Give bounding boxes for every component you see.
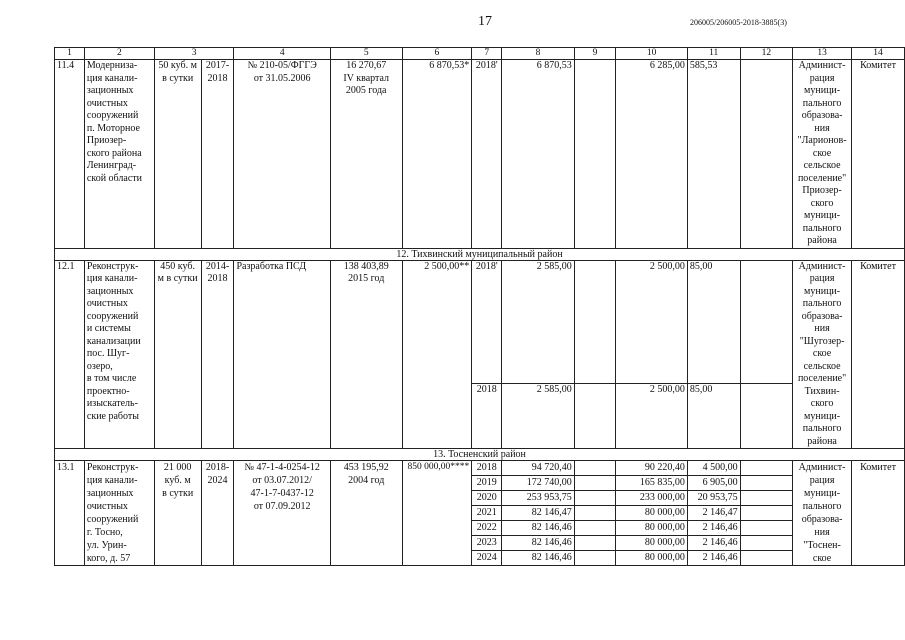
object-name: Реконструк- ция канали- зационных очистных сооружений и системы канализации пос. Шуг- озеро, в том числе проектно- изыскатель- ские работы bbox=[84, 260, 154, 449]
col-header-9: 9 bbox=[574, 48, 616, 60]
column-10-value: 233 000,00 bbox=[616, 491, 688, 506]
column-9-value bbox=[574, 536, 616, 551]
col-header-6: 6 bbox=[402, 48, 472, 60]
col-header-13: 13 bbox=[793, 48, 852, 60]
col-header-3: 3 bbox=[154, 48, 234, 60]
customer: Админист- рация муници- пального образова- ния "Ларионов- ское сельское поселение" Приозер- ского муници- пального района bbox=[793, 60, 852, 249]
column-11-value: 4 500,00 bbox=[687, 461, 740, 476]
column-9-value bbox=[574, 60, 616, 249]
col-header-11: 11 bbox=[687, 48, 740, 60]
year: 2022 bbox=[472, 521, 502, 536]
total-amount: 82 146,46 bbox=[502, 536, 575, 551]
column-9-value bbox=[574, 491, 616, 506]
total-amount: 253 953,75 bbox=[502, 491, 575, 506]
object-name: Модерниза- ция канали- зационных очистных сооружений п. Моторное Приозер- ского района Ленинград- ской области bbox=[84, 60, 154, 249]
table-row-13-1 bbox=[55, 461, 905, 476]
total-amount: 6 870,53 bbox=[502, 60, 575, 249]
column-12-value bbox=[740, 260, 793, 383]
year: 2018' bbox=[472, 260, 502, 383]
column-9-value bbox=[574, 461, 616, 476]
column-11-value: 2 146,46 bbox=[687, 521, 740, 536]
total-amount: 2 585,00 bbox=[502, 260, 575, 383]
executor: Комитет bbox=[852, 60, 905, 249]
document-code: 206005/206005-2018-3885(3) bbox=[690, 18, 787, 27]
column-10-value: 80 000,00 bbox=[616, 521, 688, 536]
column-11-value: 2 146,46 bbox=[687, 551, 740, 566]
funding-limit: 850 000,00**** bbox=[402, 461, 472, 566]
year: 2018 bbox=[472, 461, 502, 476]
period: 2017- 2018 bbox=[201, 60, 234, 249]
year: 2019 bbox=[472, 476, 502, 491]
period: 2018- 2024 bbox=[201, 461, 234, 566]
column-10-value: 90 220,40 bbox=[616, 461, 688, 476]
year: 2024 bbox=[472, 551, 502, 566]
column-11-value: 20 953,75 bbox=[687, 491, 740, 506]
col-header-2: 2 bbox=[84, 48, 154, 60]
column-10-value: 2 500,00 bbox=[616, 383, 688, 448]
table-row-11-4 bbox=[55, 60, 905, 249]
row-number: 12.1 bbox=[55, 260, 85, 449]
column-number-row bbox=[55, 48, 905, 60]
column-10-value: 2 500,00 bbox=[616, 260, 688, 383]
year: 2018 bbox=[472, 383, 502, 448]
col-header-14: 14 bbox=[852, 48, 905, 60]
expertise-doc: Разработка ПСД bbox=[234, 260, 330, 449]
col-header-8: 8 bbox=[502, 48, 575, 60]
section-heading-row bbox=[55, 449, 905, 461]
executor: Комитет bbox=[852, 260, 905, 449]
expertise-doc: № 210-05/ФГГЭ от 31.05.2006 bbox=[234, 60, 330, 249]
section-heading-13: 13. Тосненский район bbox=[55, 449, 905, 461]
column-10-value: 80 000,00 bbox=[616, 551, 688, 566]
column-11-value: 85,00 bbox=[687, 260, 740, 383]
total-amount: 82 146,46 bbox=[502, 521, 575, 536]
period: 2014- 2018 bbox=[201, 260, 234, 449]
col-header-5: 5 bbox=[330, 48, 402, 60]
column-9-value bbox=[574, 521, 616, 536]
column-12-value bbox=[740, 476, 793, 491]
program-table bbox=[54, 47, 905, 566]
section-heading-12: 12. Тихвинский муниципальный район bbox=[55, 248, 905, 260]
year: 2023 bbox=[472, 536, 502, 551]
funding-limit: 2 500,00** bbox=[402, 260, 472, 449]
total-amount: 172 740,00 bbox=[502, 476, 575, 491]
column-10-value: 80 000,00 bbox=[616, 506, 688, 521]
column-11-value: 85,00 bbox=[687, 383, 740, 448]
column-9-value bbox=[574, 551, 616, 566]
column-12-value bbox=[740, 551, 793, 566]
executor: Комитет bbox=[852, 461, 905, 566]
year: 2018' bbox=[472, 60, 502, 249]
year: 2020 bbox=[472, 491, 502, 506]
column-12-value bbox=[740, 521, 793, 536]
year: 2021 bbox=[472, 506, 502, 521]
column-12-value bbox=[740, 461, 793, 476]
column-9-value bbox=[574, 260, 616, 383]
total-amount: 2 585,00 bbox=[502, 383, 575, 448]
expertise-doc: № 47-1-4-0254-12 от 03.07.2012/ 47-1-7-0437-12 от 07.09.2012 bbox=[234, 461, 330, 566]
estimated-cost: 138 403,89 2015 год bbox=[330, 260, 402, 449]
col-header-1: 1 bbox=[55, 48, 85, 60]
page-number: 17 bbox=[478, 14, 492, 29]
capacity: 50 куб. м в сутки bbox=[154, 60, 201, 249]
column-12-value bbox=[740, 383, 793, 448]
column-11-value: 585,53 bbox=[687, 60, 740, 249]
column-12-value bbox=[740, 536, 793, 551]
funding-limit: 6 870,53* bbox=[402, 60, 472, 249]
capacity: 21 000 куб. м в сутки bbox=[154, 461, 201, 566]
total-amount: 82 146,47 bbox=[502, 506, 575, 521]
capacity: 450 куб. м в сутки bbox=[154, 260, 201, 449]
customer: Админист- рация муници- пального образова- ния "Тоснен- ское bbox=[793, 461, 852, 566]
total-amount: 82 146,46 bbox=[502, 551, 575, 566]
customer: Админист- рация муници- пального образова- ния "Шугозер- ское сельское поселение" Тихвин- ского муници- пального района bbox=[793, 260, 852, 449]
col-header-10: 10 bbox=[616, 48, 688, 60]
section-heading-row bbox=[55, 248, 905, 260]
object-name: Реконструк- ция канали- зационных очистных сооружений г. Тосно, ул. Урин- кого, д. 57 bbox=[84, 461, 154, 566]
column-9-value bbox=[574, 506, 616, 521]
column-9-value bbox=[574, 476, 616, 491]
table-row-12-1 bbox=[55, 260, 905, 383]
col-header-4: 4 bbox=[234, 48, 330, 60]
column-10-value: 6 285,00 bbox=[616, 60, 688, 249]
column-11-value: 2 146,47 bbox=[687, 506, 740, 521]
estimated-cost: 453 195,92 2004 год bbox=[330, 461, 402, 566]
column-10-value: 80 000,00 bbox=[616, 536, 688, 551]
col-header-7: 7 bbox=[472, 48, 502, 60]
row-number: 13.1 bbox=[55, 461, 85, 566]
column-12-value bbox=[740, 60, 793, 249]
estimated-cost: 16 270,67 IV квартал 2005 года bbox=[330, 60, 402, 249]
column-12-value bbox=[740, 491, 793, 506]
column-12-value bbox=[740, 506, 793, 521]
col-header-12: 12 bbox=[740, 48, 793, 60]
row-number: 11.4 bbox=[55, 60, 85, 249]
column-9-value bbox=[574, 383, 616, 448]
total-amount: 94 720,40 bbox=[502, 461, 575, 476]
column-11-value: 6 905,00 bbox=[687, 476, 740, 491]
column-11-value: 2 146,46 bbox=[687, 536, 740, 551]
column-10-value: 165 835,00 bbox=[616, 476, 688, 491]
